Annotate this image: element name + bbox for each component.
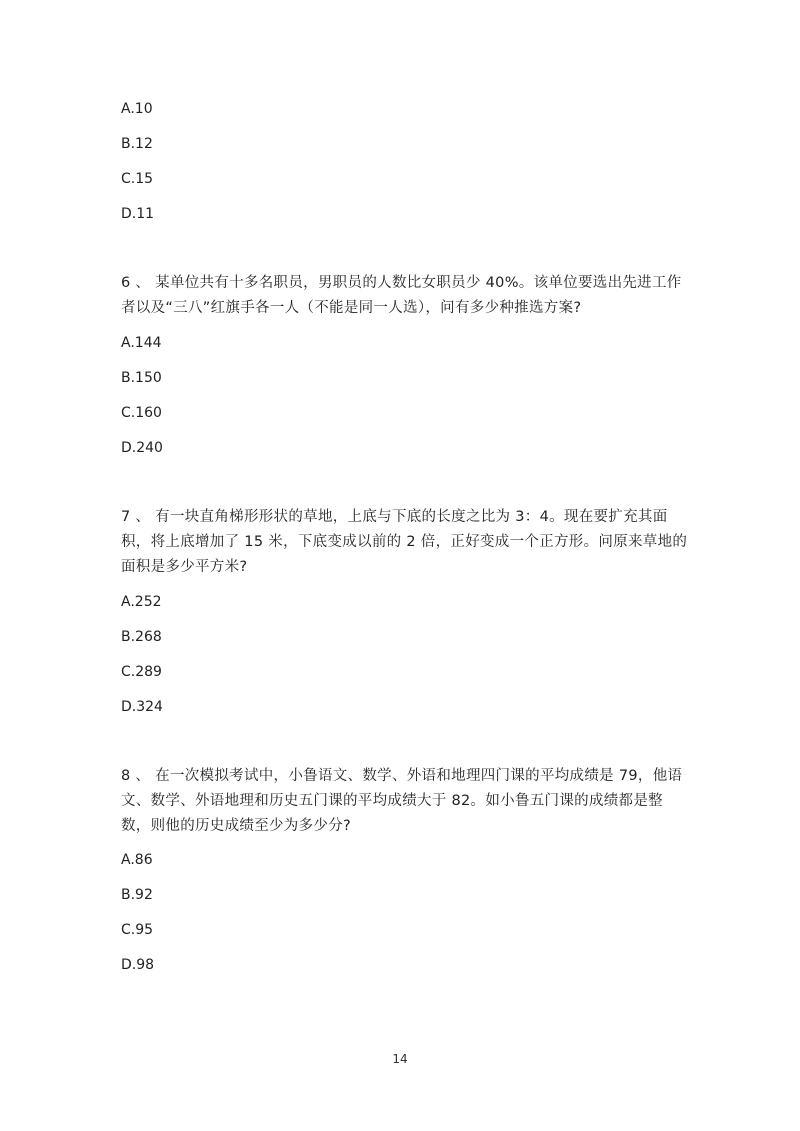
q7-option-a: A.252: [121, 594, 162, 610]
page-number: 14: [392, 1052, 408, 1066]
q6-option-b: B.150: [121, 370, 162, 386]
q6-text-line-1: 6 、 某单位共有十多名职员，男职员的人数比女职员少 40%。该单位要选出先进工作: [121, 275, 682, 291]
q7-text-line-3: 面积是多少平方米?: [121, 559, 248, 575]
q6-text-line-2: 者以及“三八”红旗手各一人（不能是同一人选），问有多少种推选方案?: [121, 300, 582, 316]
q5-option-d: D.11: [121, 206, 155, 222]
q7-text-line-2: 积，将上底增加了 15 米，下底变成以前的 2 倍，正好变成一个正方形。问原来草地的: [121, 534, 688, 550]
q7-text-line-1: 7 、 有一块直角梯形形状的草地，上底与下底的长度之比为 3：4。现在要扩充其面: [121, 509, 668, 525]
q7-option-c: C.289: [121, 664, 162, 680]
q6-option-a: A.144: [121, 335, 162, 351]
q8-text-line-3: 数，则他的历史成绩至少为多少分?: [121, 818, 351, 834]
q7-option-b: B.268: [121, 629, 162, 645]
q5-option-b: B.12: [121, 136, 153, 152]
q8-option-a: A.86: [121, 852, 153, 868]
q8-text-line-2: 文、数学、外语地理和历史五门课的平均成绩大于 82。如小鲁五门课的成绩都是整: [121, 793, 663, 809]
q8-option-b: B.92: [121, 887, 153, 903]
q6-option-d: D.240: [121, 440, 163, 456]
q7-option-d: D.324: [121, 699, 163, 715]
q8-option-d: D.98: [121, 957, 155, 973]
q5-option-a: A.10: [121, 101, 153, 117]
q5-option-c: C.15: [121, 171, 154, 187]
q6-option-c: C.160: [121, 405, 162, 421]
q8-text-line-1: 8 、 在一次模拟考试中，小鲁语文、数学、外语和地理四门课的平均成绩是 79，他语: [121, 768, 683, 784]
q8-option-c: C.95: [121, 922, 154, 938]
